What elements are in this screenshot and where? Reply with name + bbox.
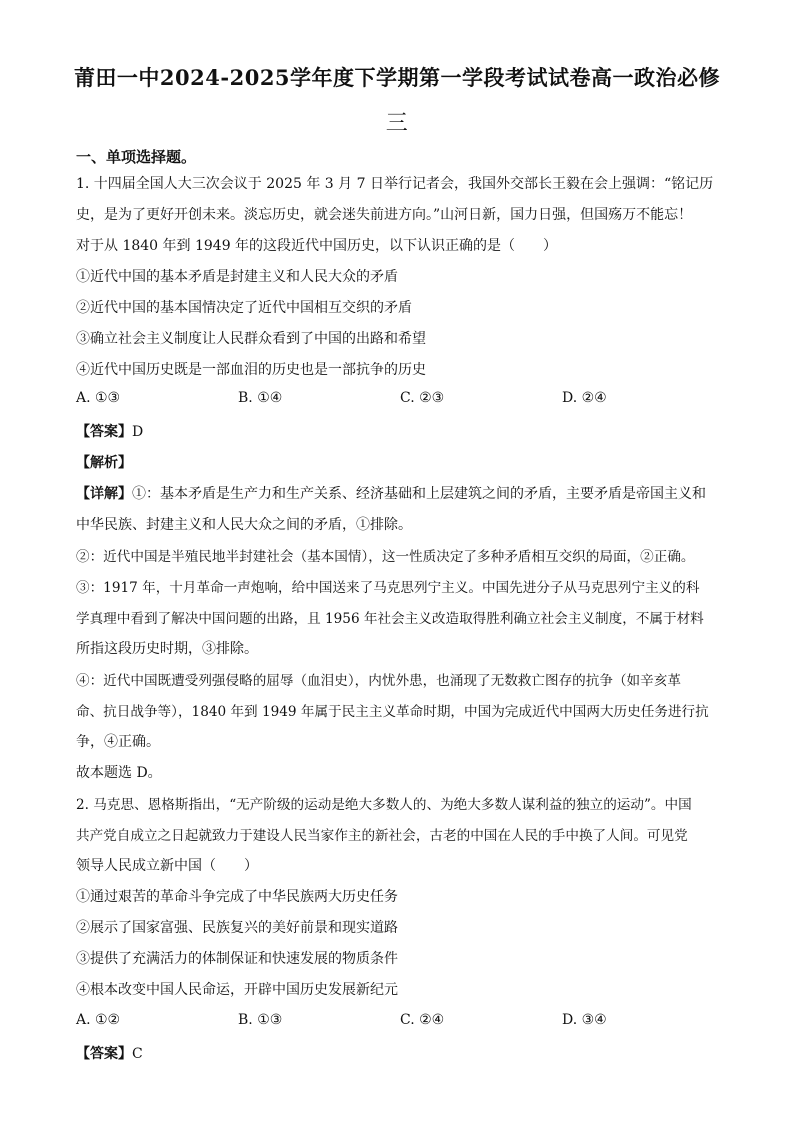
q1-stem-line: 对于从 1840 年到 1949 年的这段近代中国历史，以下认识正确的是（ ） (76, 238, 558, 254)
section-heading: 一、单项选择题。 (76, 148, 197, 166)
q1-explanation-line: 争，④正确。 (76, 734, 160, 750)
q1-explanation-line: ③：1917 年，十月革命一声炮响，给中国送来了马克思列宁主义。中国先进分子从马克思列宁主义的科 (76, 580, 700, 596)
q1-explanation-line: ②：近代中国是半殖民地半封建社会（基本国情），这一性质决定了多种矛盾相互交织的局面，②正确。 (76, 549, 695, 565)
q1-stem-line: 史，是为了更好开创未来。淡忘历史，就会迷失前进方向。”山河日新，国力日强，但国殇万不能忘！ (76, 207, 693, 223)
q2-option-b: B. ①③ (238, 1012, 283, 1028)
q2-option-d: D. ③④ (562, 1012, 607, 1028)
q1-explanation-line: 中华民族、封建主义和人民大众之间的矛盾，①排除。 (76, 517, 412, 533)
answer-value: D (132, 424, 144, 440)
answer-label: 【答案】 (76, 424, 132, 440)
q2-stem-line: 共产党自成立之日起就致力于建设人民当家作主的新社会，古老的中国在人民的手中换了人间。可见党 (76, 828, 688, 844)
q1-option-a: A. ①③ (76, 390, 121, 406)
q2-option-a: A. ①② (76, 1012, 121, 1028)
q2-stem-line: 领导人民成立新中国（ ） (76, 858, 258, 874)
q1-explanation-line: 学真理中看到了解决中国问题的出路，且 1956 年社会主义改造取得胜利确立社会主义制度，不属于材料 (76, 611, 704, 627)
exam-title: 莆田一中2024-2025学年度下学期第一学段考试试卷高一政治必修 (73, 65, 721, 90)
q1-answer (76, 421, 143, 441)
q2-statement: ②展示了国家富强、民族复兴的美好前景和现实道路 (76, 920, 398, 936)
q2-statement: ④根本改变中国人民命运，开辟中国历史发展新纪元 (76, 982, 398, 998)
q2-statement: ①通过艰苦的革命斗争完成了中华民族两大历史任务 (76, 889, 398, 905)
q2-option-c: C. ②④ (400, 1012, 445, 1028)
q1-analysis-label: 【解析】 (76, 455, 132, 471)
q1-conclusion: 故本题选 D。 (76, 765, 162, 781)
q2-stem-line: 2. 马克思、恩格斯指出，“无产阶级的运动是绝大多数人的、为绝大多数人谋利益的独立的运动”。中国 (76, 797, 692, 813)
q2-answer (76, 1043, 143, 1063)
q1-explanation-line: 命、抗日战争等），1840 年到 1949 年属于民主主义革命时期，中国为完成近代中国两大历史任务进行抗 (76, 704, 709, 720)
q1-option-d: D. ②④ (562, 390, 607, 406)
q1-explanation-line: ④：近代中国既遭受列强侵略的屈辱（血泪史），内忧外患，也涌现了无数救亡图存的抗争（如辛亥革 (76, 673, 681, 689)
q1-option-b: B. ①④ (238, 390, 283, 406)
detail-label: 【详解】 (76, 486, 132, 502)
q1-statement: ②近代中国的基本国情决定了近代中国相互交织的矛盾 (76, 300, 412, 316)
q1-option-c: C. ②③ (400, 390, 445, 406)
q1-explanation-line: 所指这段历史时期，③排除。 (76, 641, 258, 657)
q1-statement: ①近代中国的基本矛盾是封建主义和人民大众的矛盾 (76, 269, 398, 285)
q1-statement: ③确立社会主义制度让人民群众看到了中国的出路和希望 (76, 331, 426, 347)
q1-statement: ④近代中国历史既是一部血泪的历史也是一部抗争的历史 (76, 362, 426, 378)
q1-stem-line: 1. 十四届全国人大三次会议于 2025 年 3 月 7 日举行记者会，我国外交部长王毅在会上强调：“铭记历 (76, 176, 714, 192)
answer-label: 【答案】 (76, 1046, 132, 1062)
q1-explanation-line (76, 483, 706, 503)
answer-value: C (132, 1046, 143, 1062)
explanation-text: ①：基本矛盾是生产力和生产关系、经济基础和上层建筑之间的矛盾，主要矛盾是帝国主义和 (132, 486, 706, 502)
exam-title-continuation: 三 (385, 111, 409, 136)
q2-statement: ③提供了充满活力的体制保证和快速发展的物质条件 (76, 951, 398, 967)
